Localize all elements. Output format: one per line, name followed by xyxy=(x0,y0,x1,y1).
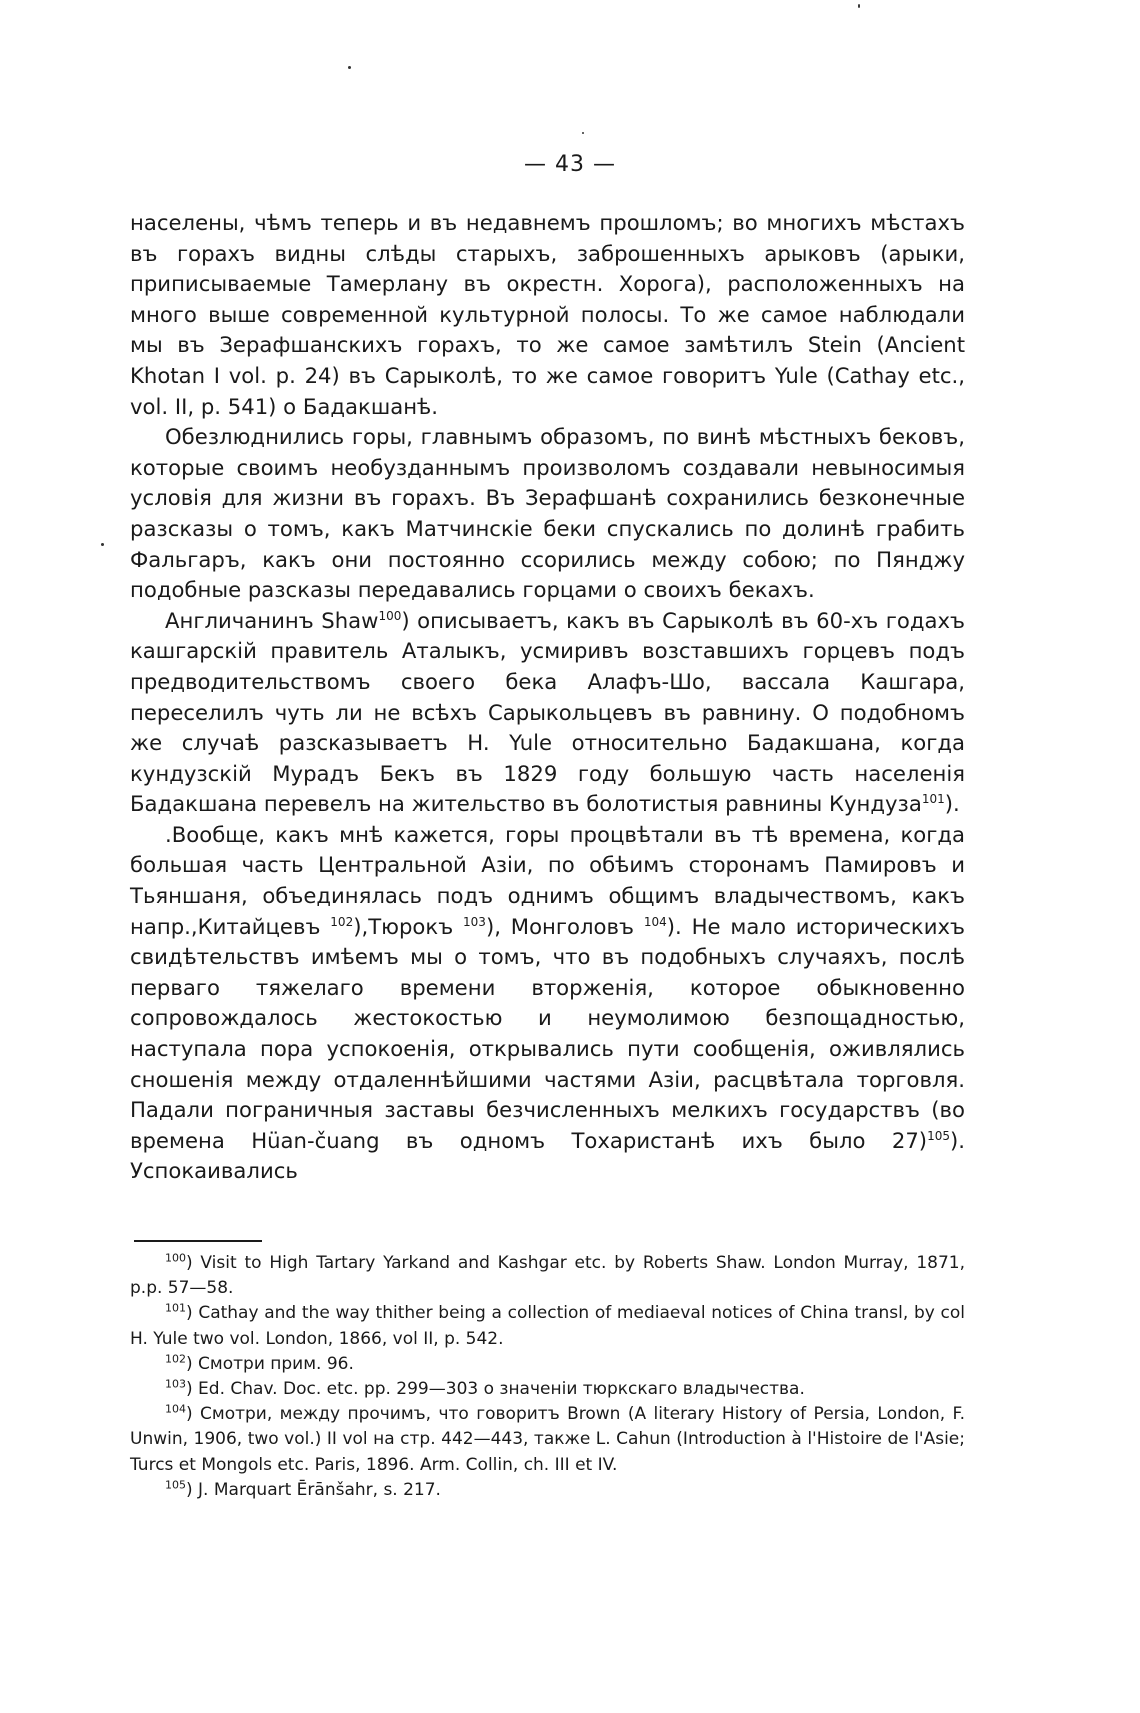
footnote-reference: 102 xyxy=(330,914,354,929)
footnote-reference: 100 xyxy=(378,608,402,623)
footnote xyxy=(130,1478,965,1503)
footnote xyxy=(130,1377,965,1402)
text-run: ). Успокаивались xyxy=(130,1127,965,1184)
scan-speck xyxy=(348,66,351,69)
footnote-mark: 105 xyxy=(165,1478,186,1492)
main-text xyxy=(130,208,965,1187)
text-run: Обезлюднились горы, главнымъ образомъ, по винѣ мѣстныхъ бековъ, которые своимъ необузданнымъ произволомъ создавали невыносимыя условія для жизни въ горахъ. Въ Зерафшанѣ сохранились безконечные разсказы о томъ, какъ Матчинскіе беки спускались по долинѣ грабить Фальгаръ, какъ они постоянно ссорились между собою; по Пянджу подобные разсказы передавались горцами о своихъ бекахъ. xyxy=(130,424,965,603)
footnote-text: ) J. Marquart Ērānšahr, s. 217. xyxy=(186,1479,441,1500)
footnote-mark: 103 xyxy=(165,1377,186,1391)
footnote-reference: 104 xyxy=(643,914,667,929)
footnote xyxy=(130,1402,965,1478)
paragraph xyxy=(130,208,965,422)
text-run: ). Не мало историческихъ свидѣтельствъ имѣемъ мы о томъ, что въ подобныхъ случаяхъ, послѣ перваго тяжелаго времени вторженія, которое обыкновенно сопровождалось жестокостью и неумолимою безпощадностью, наступала пора успокоенія, открывались пути сообщенія, оживлялись сношенія между отдаленнѣйшими частями Азіи, расцвѣтала торговля. Падали пограничныя заставы безчисленныхъ мелкихъ государствъ (во времена Hüan-čuang въ одномъ Тохаристанѣ ихъ было 27) xyxy=(130,913,965,1153)
footnotes xyxy=(130,1251,965,1503)
footnote-mark: 100 xyxy=(165,1251,186,1265)
footnote-divider xyxy=(134,1240,262,1242)
text-run: ). xyxy=(944,791,960,817)
text-run: ),Тюрокъ xyxy=(353,913,464,939)
paragraph xyxy=(130,820,965,1187)
footnote-mark: 102 xyxy=(165,1352,186,1366)
text-run: Англичанинъ Shaw xyxy=(165,607,379,633)
footnote-text: ) Смотри, между прочимъ, что говоритъ Brown (A literary History of Persia, London, F. Unwin, 1906, two vol.) II vol на стр. 442—443, также L. Cahun (Introduction à l'Histoire de l'Asie; Turcs et Mongols etc. Paris, 1896. Arm. Collin, ch. III et IV. xyxy=(130,1404,965,1475)
footnote xyxy=(130,1251,965,1301)
footnote-mark: 101 xyxy=(165,1301,186,1315)
text-run: населены, чѣмъ теперь и въ недавнемъ прошломъ; во многихъ мѣстахъ въ горахъ видны слѣды старыхъ, заброшенныхъ арыковъ (арыки, приписываемые Тамерлану въ окрестн. Хорога), расположенныхъ на много выше современной культурной полосы. То же самое наблюдали мы въ Зерафшанскихъ горахъ, то же самое замѣтилъ Stein (Ancient Khotan I vol. p. 24) въ Сарыколѣ, то же самое говоритъ Yule (Cathay etc., vol. II, p. 541) о Бадакшанѣ. xyxy=(130,210,965,419)
text-run: ) описываетъ, какъ въ Сарыколѣ въ 60-хъ годахъ кашгарскій правитель Аталыкъ, усмиривъ возставшихъ горцевъ подъ предводительствомъ своего бека Алафъ-Шо, вассала Кашгара, переселилъ чуть ли не всѣхъ Сарыкольцевъ въ равнину. О подобномъ же случаѣ разсказываетъ H. Yule относительно Бадакшана, когда кундузскій Мурадъ Бекъ въ 1829 году большую часть населенія Бадакшана перевелъ на жительство въ болотистыя равнины Кундуза xyxy=(130,607,965,817)
footnote-mark: 104 xyxy=(165,1402,186,1416)
footnote-text: ) Смотри прим. 96. xyxy=(186,1353,354,1374)
scan-speck xyxy=(582,132,584,134)
footnote-reference: 103 xyxy=(463,914,486,929)
footnote-text: ) Ed. Chav. Doc. etc. pp. 299—303 о значеніи тюркскаго владычества. xyxy=(186,1379,805,1400)
footnote-reference: 101 xyxy=(921,792,945,807)
footnote xyxy=(130,1352,965,1377)
paragraph xyxy=(130,422,965,606)
footnote-reference: 105 xyxy=(927,1128,950,1143)
scan-speck xyxy=(101,543,104,546)
footnote-text: ) Cathay and the way thither being a collection of mediaeval notices of China transl, by col H. Yule two vol. London, 1866, vol II, p. 542. xyxy=(130,1303,965,1349)
paragraph xyxy=(130,606,965,820)
text-run: .Вообще, какъ мнѣ кажется, горы процвѣтали въ тѣ времена, когда большая часть Центральной Азіи, по обѣимъ сторонамъ Памировъ и Тьяншаня, объединялась подъ однимъ общимъ владычествомъ, какъ напр.,Китайцевъ xyxy=(130,821,965,939)
scan-speck xyxy=(858,4,860,8)
page-number: — 43 — xyxy=(524,152,616,177)
footnote xyxy=(130,1301,965,1351)
footnote-text: ) Visit to High Tartary Yarkand and Kashgar etc. by Roberts Shaw. London Murray, 1871, p.p. 57—58. xyxy=(130,1253,965,1299)
text-run: ), Монголовъ xyxy=(485,913,644,939)
